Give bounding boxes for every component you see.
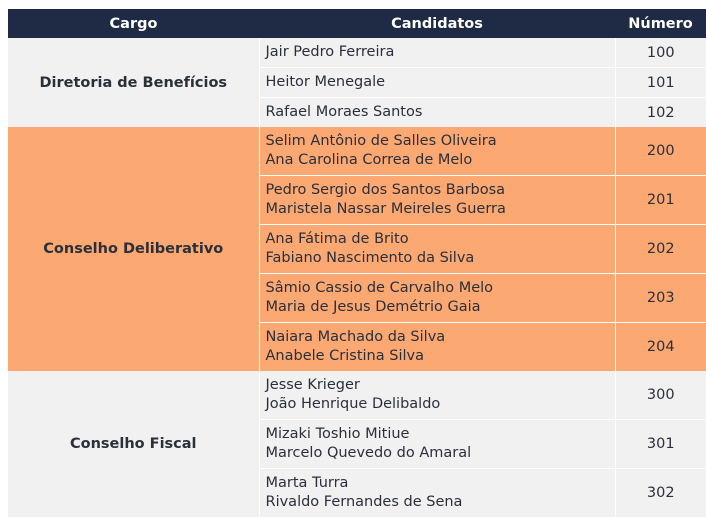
candidate-name: Maristela Nassar Meireles Guerra — [265, 201, 506, 217]
header-cargo: Cargo — [8, 9, 259, 38]
candidates-cell — [259, 469, 615, 518]
candidate-number: 201 — [615, 176, 706, 225]
candidate-name: Marcelo Quevedo do Amaral — [265, 445, 472, 461]
candidates-cell — [259, 420, 615, 469]
candidate-name: Rafael Moraes Santos — [265, 104, 423, 120]
candidate-name: Ana Carolina Correa de Melo — [265, 152, 473, 168]
candidate-number: 302 — [615, 469, 706, 518]
candidate-name: Ana Fátima de Brito — [265, 231, 409, 247]
cargo-cell: Conselho Deliberativo — [8, 127, 259, 371]
candidate-name: Naiara Machado da Silva — [265, 329, 446, 345]
candidate-name: Pedro Sergio dos Santos Barbosa — [265, 182, 506, 198]
candidate-number: 203 — [615, 274, 706, 323]
candidate-number: 204 — [615, 323, 706, 372]
candidates-cell — [259, 274, 615, 323]
candidates-cell — [259, 68, 615, 98]
candidate-number: 202 — [615, 225, 706, 274]
cargo-cell: Diretoria de Benefícios — [8, 38, 259, 127]
candidate-number: 301 — [615, 420, 706, 469]
candidate-number: 100 — [615, 38, 706, 68]
candidate-name: Marta Turra — [265, 475, 349, 491]
candidate-name: Mizaki Toshio Mitiue — [265, 426, 410, 442]
table-row — [8, 38, 706, 68]
candidate-number: 101 — [615, 68, 706, 98]
candidate-name: Sâmio Cassio de Carvalho Melo — [265, 280, 494, 296]
candidate-name: Jesse Krieger — [265, 377, 360, 393]
candidate-name: Rivaldo Fernandes de Sena — [265, 494, 463, 510]
header-candidatos: Candidatos — [259, 9, 615, 38]
candidates-table-container — [8, 9, 706, 517]
candidates-cell — [259, 323, 615, 372]
candidates-cell — [259, 127, 615, 176]
table-body — [8, 38, 706, 517]
header-numero: Número — [615, 9, 706, 38]
table-row — [8, 371, 706, 420]
candidates-cell — [259, 176, 615, 225]
candidate-name: Anabele Cristina Silva — [265, 348, 424, 364]
candidate-number: 200 — [615, 127, 706, 176]
table-header — [8, 9, 706, 38]
candidate-number: 300 — [615, 371, 706, 420]
candidate-number: 102 — [615, 98, 706, 128]
cargo-cell: Conselho Fiscal — [8, 371, 259, 517]
candidate-name: Fabiano Nascimento da Silva — [265, 250, 475, 266]
candidate-name: João Henrique Delibaldo — [265, 396, 441, 412]
candidates-cell — [259, 38, 615, 68]
candidates-cell — [259, 371, 615, 420]
candidates-cell — [259, 98, 615, 128]
candidate-name: Selim Antônio de Salles Oliveira — [265, 133, 497, 149]
candidates-cell — [259, 225, 615, 274]
candidate-name: Heitor Menegale — [265, 74, 386, 90]
table-row — [8, 127, 706, 176]
candidate-name: Maria de Jesus Demétrio Gaia — [265, 299, 481, 315]
header-row — [8, 9, 706, 38]
candidates-table — [8, 9, 706, 517]
candidate-name: Jair Pedro Ferreira — [265, 44, 395, 60]
